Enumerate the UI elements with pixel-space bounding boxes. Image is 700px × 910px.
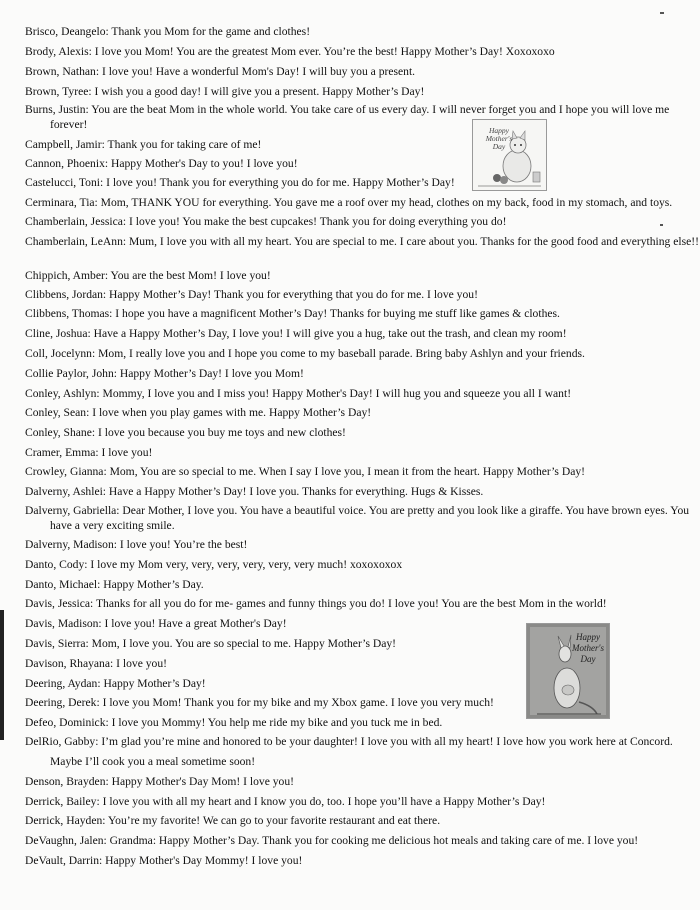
message-entry: Burns, Justin: You are the beat Mom in the whole world. You take care of us every day. I will never forget you and I hope you will love me forever! (25, 103, 670, 131)
message-entry: Cline, Joshua: Have a Happy Mother’s Day, I love you! I will give you a hug, take out the trash, and clean my room! (25, 327, 567, 340)
message-entry: Clibbens, Jordan: Happy Mother’s Day! Thank you for everything that you do for me. I love you! (25, 288, 478, 301)
clipart-text-line: Mother's (572, 643, 604, 653)
message-entry: Denson, Brayden: Happy Mother's Day Mom! I love you! (25, 775, 295, 788)
message-entry: Davison, Rhayana: I love you! (25, 657, 167, 670)
mothers-day-kangaroo-clipart (526, 623, 610, 719)
message-entry: Davis, Sierra: Mom, I love you. You are so special to me. Happy Mother’s Day! (25, 637, 397, 650)
message-entry: Collie Paylor, John: Happy Mother’s Day! I love you Mom! (25, 367, 304, 380)
clipart-text-line: Day (492, 142, 506, 151)
message-entry: Cramer, Emma: I love you! (25, 446, 153, 459)
scan-edge-mark (0, 610, 4, 740)
message-entry: Defeo, Dominick: I love you Mommy! You help me ride my bike and you tuck me in bed. (25, 716, 443, 729)
message-entry: Conley, Sean: I love when you play games with me. Happy Mother’s Day! (25, 406, 372, 419)
mothers-day-cat-clipart (472, 119, 547, 191)
message-entry: Derrick, Bailey: I love you with all my heart and I know you do, too. I hope you’ll have a Happy Mother’s Day! (25, 795, 546, 808)
message-entry: Conley, Ashlyn: Mommy, I love you and I miss you! Happy Mother's Day! I will hug you and squeeze you all I want! (25, 387, 572, 400)
message-entry: DelRio, Gabby: I’m glad you’re mine and honored to be your daughter! I love you with all my heart! I love how you work here at Concord. (25, 735, 673, 748)
message-entry: DeVault, Darrin: Happy Mother's Day Mommy! I love you! (25, 854, 303, 867)
message-entry: Danto, Michael: Happy Mother’s Day. (25, 578, 204, 591)
message-entry: Davis, Madison: I love you! Have a great Mother's Day! (25, 617, 287, 630)
message-entry: Castelucci, Toni: I love you! Thank you for everything you do for me. Happy Mother’s Day! (25, 176, 455, 189)
message-entry: Deering, Derek: I love you Mom! Thank you for my bike and my Xbox game. I love you very much! (25, 696, 494, 709)
message-entry: Brisco, Deangelo: Thank you Mom for the game and clothes! (25, 25, 311, 38)
message-continuation: Maybe I’ll cook you a meal sometime soon! (50, 755, 256, 768)
message-entry: Dalverny, Gabriella: Dear Mother, I love you. You have a beautiful voice. You are pretty and you look like a giraffe. You have brown eyes. You have a very exciting smile. (25, 504, 690, 532)
message-entry: Derrick, Hayden: You’re my favorite! We can go to your favorite restaurant and eat there. (25, 814, 441, 827)
message-entry: Brody, Alexis: I love you Mom! You are the greatest Mom ever. You’re the best! Happy Mother’s Day! Xoxoxoxo (25, 45, 555, 58)
scan-speck (660, 12, 664, 14)
clipart-text-line: Day (580, 654, 596, 664)
message-entry: Brown, Nathan: I love you! Have a wonderful Mom's Day! I will buy you a present. (25, 65, 416, 78)
message-entry: Cannon, Phoenix: Happy Mother's Day to you! I love you! (25, 157, 298, 170)
clipart-text-line: Happy (576, 632, 600, 642)
message-entry: Clibbens, Thomas: I hope you have a magnificent Mother’s Day! Thanks for buying me stuff like games & clothes. (25, 307, 560, 320)
clipart-text-line: Mother's (485, 134, 513, 143)
message-entry: Chamberlain, LeAnn: Mum, I love you with all my heart. You are special to me. I care about you. Thanks for the good food and everything else!! (25, 235, 699, 248)
message-entry: Chamberlain, Jessica: I love you! You make the best cupcakes! Thank you for doing everything you do! (25, 215, 507, 228)
message-entry: Campbell, Jamir: Thank you for taking care of me! (25, 138, 262, 151)
message-entry: Crowley, Gianna: Mom, You are so special to me. When I say I love you, I mean it from the heart. Happy Mother’s Day! (25, 465, 586, 478)
message-entry: Deering, Aydan: Happy Mother’s Day! (25, 677, 206, 690)
message-entry: DeVaughn, Jalen: Grandma: Happy Mother’s Day. Thank you for cooking me delicious hot meals and taking care of me. I love you! (25, 834, 639, 847)
message-entry: Davis, Jessica: Thanks for all you do for me- games and funny things you do! I love you! You are the best Mom in the world! (25, 597, 607, 610)
message-entry: Coll, Jocelynn: Mom, I really love you and I hope you come to my baseball parade. Bring baby Ashlyn and your friends. (25, 347, 585, 360)
message-entry: Dalverny, Ashlei: Have a Happy Mother’s Day! I love you. Thanks for everything. Hugs & Kisses. (25, 485, 484, 498)
message-entry: Cerminara, Tia: Mom, THANK YOU for everything. You gave me a roof over my head, clothes on my back, food in my stomach, and toys. (25, 196, 673, 209)
message-entry: Danto, Cody: I love my Mom very, very, very, very, very, very much! xoxoxoxox (25, 558, 403, 571)
message-entry: Conley, Shane: I love you because you buy me toys and new clothes! (25, 426, 346, 439)
message-entry: Brown, Tyree: I wish you a good day! I will give you a present. Happy Mother’s Day! (25, 85, 425, 98)
message-entry: Chippich, Amber: You are the best Mom! I love you! (25, 269, 271, 282)
clipart-text-line: Happy (489, 126, 509, 135)
message-entry: Dalverny, Madison: I love you! You’re the best! (25, 538, 248, 551)
